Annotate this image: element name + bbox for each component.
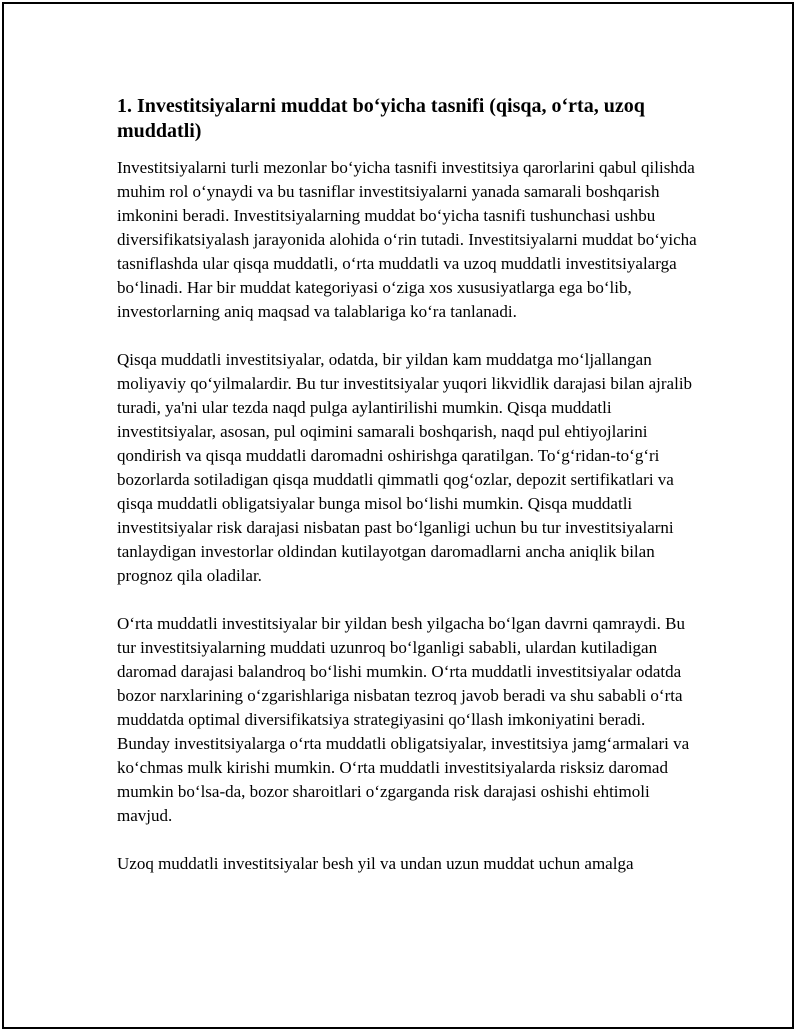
section-heading: 1. Investitsiyalarni muddat bo‘yicha tasnifi (qisqa, o‘rta, uzoq muddatli) <box>117 95 645 142</box>
paragraph-long-term: Uzoq muddatli investitsiyalar besh yil va undan uzun muddat uchun amalga <box>117 854 634 873</box>
paragraph-intro: Investitsiyalarni turli mezonlar bo‘yicha tasnifi investitsiya qarorlarini qabul qilishda muhim rol o‘ynaydi va bu tasniflar investitsiyalarni yanada samarali boshqarish imkonini beradi. Investitsiyalarning muddat bo‘yicha tasnifi tushunchasi ushbu diversifikatsiyalash jarayonida alohida o‘rin tutadi. Investitsiyalarni muddat bo‘yicha tasniflashda ular qisqa muddatli, o‘rta muddatli va uzoq muddatli investitsiyalarga bo‘linadi. Har bir muddat kategoriyasi o‘ziga xos xususiyatlarga ega bo‘lib, investorlarning aniq maqsad va talablariga ko‘ra tanlanadi. <box>117 158 697 321</box>
paragraph-medium-term: O‘rta muddatli investitsiyalar bir yildan besh yilgacha bo‘lgan davrni qamraydi. Bu tur investitsiyalarning muddati uzunroq bo‘lganligi sababli, ulardan kutiladigan daromad darajasi balandroq bo‘lishi mumkin. O‘rta muddatli investitsiyalar odatda bozor narxlarining o‘zgarishlariga nisbatan tezroq javob beradi va shu sababli o‘rta muddatda optimal diversifikatsiya strategiyasini qo‘llash imkoniyatini beradi. Bunday investitsiyalarga o‘rta muddatli obligatsiyalar, investitsiya jamg‘armalari va ko‘chmas mulk kirishi mumkin. O‘rta muddatli investitsiyalarda risksiz daromad mumkin bo‘lsa-da, bozor sharoitlari o‘zgarganda risk darajasi oshishi ehtimoli mavjud. <box>117 614 690 825</box>
paragraph-short-term: Qisqa muddatli investitsiyalar, odatda, bir yildan kam muddatga mo‘ljallangan moliyaviy qo‘yilmalardir. Bu tur investitsiyalar yuqori likvidlik darajasi bilan ajralib turadi, ya'ni ular tezda naqd pulga aylantirilishi mumkin. Qisqa muddatli investitsiyalar, asosan, pul oqimini samarali boshqarish, naqd pul ehtiyojlarini qondirish va qisqa muddatli daromadni oshirishga qaratilgan. To‘g‘ridan-to‘g‘ri bozorlarda sotiladigan qisqa muddatli qimmatli qog‘ozlar, depozit sertifikatlari va qisqa muddatli obligatsiyalar bunga misol bo‘lishi mumkin. Qisqa muddatli investitsiyalar risk darajasi nisbatan past bo‘lganligi uchun bu tur investitsiyalarni tanlaydigan investorlar oldindan kutilayotgan daromadlarni ancha aniqlik bilan prognoz qila oladilar. <box>117 350 693 585</box>
document-body <box>117 94 701 900</box>
